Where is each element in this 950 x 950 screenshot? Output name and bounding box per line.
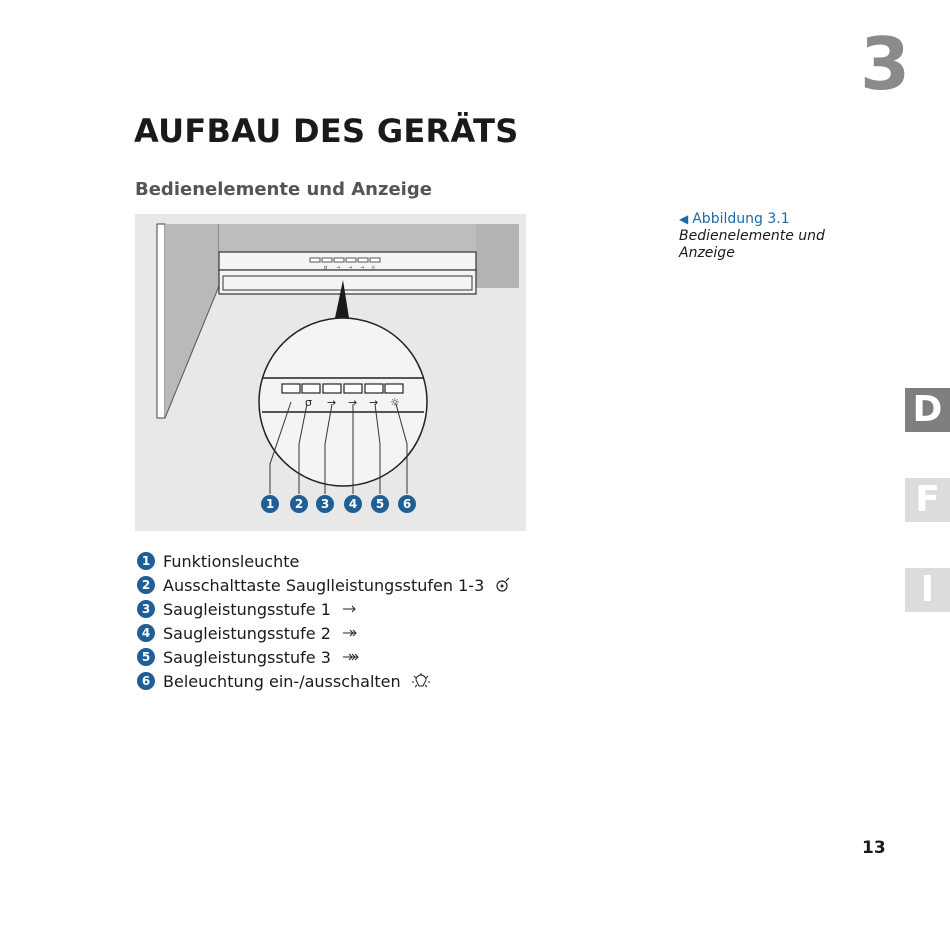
legend-item: [137, 669, 512, 693]
callout-3: 3: [320, 497, 330, 511]
legend-item: [137, 645, 512, 669]
svg-text:→: →: [348, 396, 358, 409]
legend-label: Funktionsleuchte: [163, 551, 300, 571]
number-badge: 2: [137, 576, 155, 594]
number-badge: 6: [137, 672, 155, 690]
control-panel-figure: [135, 214, 526, 531]
legend-label: Ausschalttaste Sauglleistungsstufen 1-3: [163, 575, 485, 595]
number-badge: 1: [137, 552, 155, 570]
legend-label: Beleuchtung ein-/ausschalten: [163, 671, 401, 691]
fan-off-icon: [494, 577, 512, 593]
legend-item: [137, 621, 512, 645]
callout-1: 1: [265, 497, 275, 511]
legend-label: Saugleistungsstufe 1: [163, 599, 331, 619]
svg-text:→: →: [348, 265, 353, 271]
page-title: AUFBAU DES GERÄTS: [134, 112, 519, 150]
legend-item: [137, 549, 512, 573]
chapter-number: 3: [860, 22, 911, 106]
svg-text:→: →: [336, 265, 341, 271]
page-number: 13: [862, 838, 886, 858]
svg-text:σ: σ: [305, 396, 312, 409]
tab-language-d[interactable]: D: [905, 388, 950, 432]
figure-callouts: [261, 495, 416, 513]
number-badge: 4: [137, 624, 155, 642]
figure-caption-text: Bedienelemente und Anzeige: [679, 228, 825, 261]
number-badge: 5: [137, 648, 155, 666]
callout-2: 2: [294, 497, 304, 511]
tab-language-i[interactable]: I: [905, 568, 950, 612]
legend-item: [137, 573, 512, 597]
svg-text:→: →: [360, 265, 365, 271]
figure-reference: ◀ Abbildung 3.1: [679, 211, 790, 227]
tab-language-f[interactable]: F: [905, 478, 950, 522]
legend-label: Saugleistungsstufe 3: [163, 647, 331, 667]
svg-text:→: →: [369, 396, 379, 409]
triangle-left-icon: ◀: [679, 212, 689, 226]
number-badge: 3: [137, 600, 155, 618]
callout-4: 4: [348, 497, 358, 511]
svg-text:☼: ☼: [371, 265, 376, 271]
svg-text:☼: ☼: [390, 396, 400, 409]
hood-illustration: [135, 214, 526, 531]
svg-text:→: →: [327, 396, 337, 409]
svg-text:σ: σ: [324, 265, 328, 271]
level-1-arrow-icon: [341, 604, 359, 614]
legend-item: [137, 597, 512, 621]
level-3-arrow-icon: [341, 652, 361, 662]
light-icon: [411, 672, 431, 690]
callout-6: 6: [402, 497, 412, 511]
level-2-arrow-icon: [341, 628, 359, 638]
section-heading: Bedienelemente und Anzeige: [135, 179, 432, 200]
legend-label: Saugleistungsstufe 2: [163, 623, 331, 643]
figure-caption: [679, 211, 879, 262]
callout-5: 5: [375, 497, 385, 511]
control-legend: [137, 549, 512, 693]
